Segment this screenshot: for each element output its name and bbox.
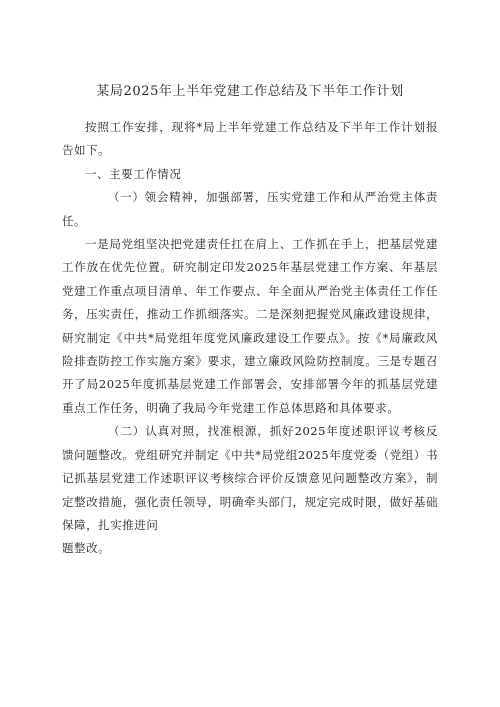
body-paragraph-1: 一是局党组坚决把党建责任扛在肩上、工作抓在手上，把基层党建工作放在优先位置。研究制定印发2025年基层党建工作方案、年基层党建工作重点项目清单、年工作要点、年全面从严治党主体责任工作任务，压实责任，推动工作抓细落实。二是深刻把握党风廉政建设规律，研究制定《中共*局党组年度党风廉政建设工作要点》。按《*局廉政风险排查防控工作实施方案》要求，建立廉政风险防控制度。三是专题召开了局2025年度抓基层党建工作部署会，安排部署今年的抓基层党建重点工作任务，明确了我局今年党建工作总体思路和具体要求。 (62, 237, 438, 415)
subsection-heading-1: （一）领会精神，加强部署，压实党建工作和从严治党主体责任。 (62, 190, 438, 228)
document-title: 某局2025年上半年党建工作总结及下半年工作计划 (96, 84, 404, 99)
intro-paragraph: 按照工作安排，现将*局上半年党建工作总结及下半年工作计划报告如下。 (62, 120, 438, 158)
document-body (62, 116, 438, 561)
body-paragraph-continuation: 题整改。 (62, 541, 111, 556)
subsection-heading-2: （二）认真对照，找准根源，抓好2025年度述职评议考核反馈问题整改。党组研究并制定《中共*局党组2025年度党委（党组）书记抓基层党建工作述职评议考核综合评价反馈意见问题整改方案》，制定整改措施，强化责任领导，明确牵头部门，规定完成时限，做好基础保障，扎实推进问 (62, 424, 438, 532)
section-heading: 一、主要工作情况 (85, 166, 182, 181)
